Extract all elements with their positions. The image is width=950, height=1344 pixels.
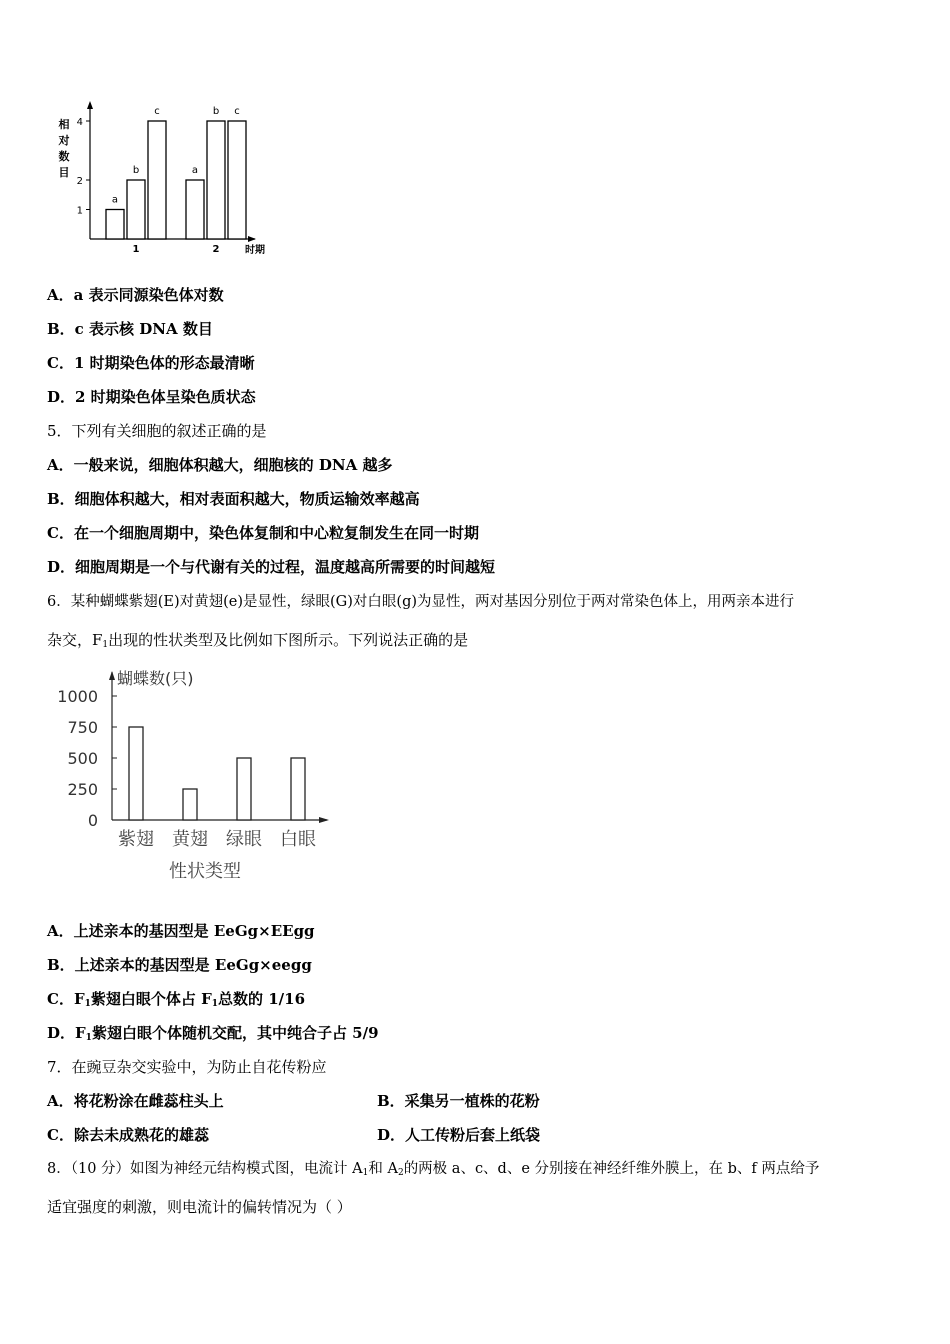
q5-option-d: D．细胞周期是一个与代谢有关的过程，温度越高所需要的时间越短 — [47, 558, 496, 576]
y-axis-label-char: 目 — [58, 166, 70, 179]
bar-label: a — [111, 194, 119, 206]
q6-option-a: A．上述亲本的基因型是 EeGg×EEgg — [47, 922, 315, 940]
bar-period1-c — [148, 121, 166, 239]
chart-butterfly-count — [55, 662, 355, 887]
q6-option-c: C．$F_1$紫翅白眼个体占 $F_1$总数的 1/16 — [47, 990, 306, 1009]
bar-period1-b — [127, 180, 145, 239]
y-tick-label: 750 — [67, 718, 98, 737]
y-tick-label: 4 — [76, 117, 83, 128]
x-tick-label: 白眼 — [280, 829, 316, 850]
q5-option-c: C．在一个细胞周期中，染色体复制和中心粒复制发生在同一时期 — [47, 524, 479, 542]
y-axis-label-char: 相 — [58, 118, 70, 131]
bar-2 — [183, 789, 197, 820]
q8-stem-line1: 8．（10 分）如图为神经元结构模式图，电流计 $A_1$和 $A_2$的两极 a、c、d、e 分别接在神经纤维外膜上，在 b、f 两点给予 — [47, 1161, 820, 1178]
q7-option-c: C．除去未成熟花的雄蕊 — [47, 1126, 209, 1144]
y-axis-arrow — [87, 101, 93, 109]
bar-period1-a — [106, 210, 124, 240]
y-tick-label: 2 — [76, 176, 83, 187]
chart-title: 蝴蝶数(只) — [117, 669, 194, 688]
bar-label: b — [212, 106, 220, 117]
x-tick-label: 黄翅 — [172, 829, 208, 850]
bar-4 — [291, 758, 305, 820]
y-tick-label: 1000 — [57, 687, 98, 706]
q4-option-d: D．2 时期染色体呈染色质状态 — [47, 388, 256, 406]
q5-option-a: A．一般来说，细胞体积越大，细胞核的 DNA 越多 — [47, 456, 393, 474]
x-axis-arrow — [319, 817, 329, 823]
bar-label: b — [132, 165, 140, 176]
q4-option-a: A．a 表示同源染色体对数 — [47, 286, 224, 304]
x-axis-arrow — [248, 236, 256, 242]
q4-option-c: C．1 时期染色体的形态最清晰 — [47, 354, 255, 372]
x-tick-label: 绿眼 — [226, 829, 262, 850]
x-axis-label: 时期 — [245, 245, 265, 256]
bar-period2-c — [228, 121, 246, 239]
bar-3 — [237, 758, 251, 820]
x-axis-label: 性状类型 — [169, 861, 241, 882]
bar-label: c — [234, 106, 240, 117]
y-tick-label: 500 — [67, 749, 98, 768]
q6-stem-line1: 6．某种蝴蝶紫翅(E)对黄翅(e)是显性，绿眼(G)对白眼(g)为显性，两对基因分别位于两对常染色体上，用两亲本进行 — [47, 594, 795, 610]
q7-option-b: B．采集另一植株的花粉 — [377, 1092, 540, 1110]
bar-period2-a — [186, 180, 204, 239]
q7-stem: 7．在豌豆杂交实验中，为防止自花传粉应 — [47, 1058, 327, 1076]
y-tick-label: 250 — [67, 780, 98, 799]
y-axis-label-char: 数 — [58, 150, 70, 163]
q8-stem-line2: 适宜强度的刺激，则电流计的偏转情况为（ ） — [47, 1198, 352, 1216]
x-tick-label: 2 — [212, 244, 220, 255]
q5-option-b: B．细胞体积越大，相对表面积越大，物质运输效率越高 — [47, 490, 420, 508]
q5-stem: 5．下列有关细胞的叙述正确的是 — [47, 422, 267, 440]
q6-option-b: B．上述亲本的基因型是 EeGg×eegg — [47, 956, 312, 974]
q6-option-d: D．$F_1$紫翅白眼个体随机交配，其中纯合子占 5/9 — [47, 1024, 379, 1043]
q7-option-d: D．人工传粉后套上纸袋 — [377, 1126, 541, 1144]
chart-relative-number — [50, 95, 280, 260]
bar-label: a — [191, 165, 199, 176]
bar-period2-b — [207, 121, 225, 239]
bar-label: c — [154, 106, 160, 117]
y-axis-label-char: 对 — [58, 134, 70, 147]
q6-stem-line2: 杂交，$F_1$出现的性状类型及比例如下图所示。下列说法正确的是 — [47, 631, 469, 650]
y-axis-arrow — [109, 671, 115, 680]
q4-option-b: B．c 表示核 DNA 数目 — [47, 320, 213, 338]
x-tick-label: 紫翅 — [118, 829, 154, 850]
q7-option-a: A．将花粉涂在雌蕊柱头上 — [47, 1092, 224, 1110]
y-tick-label: 0 — [87, 811, 98, 830]
y-tick-label: 1 — [76, 205, 83, 217]
x-tick-label: 1 — [132, 244, 140, 255]
bar-1 — [129, 727, 143, 820]
